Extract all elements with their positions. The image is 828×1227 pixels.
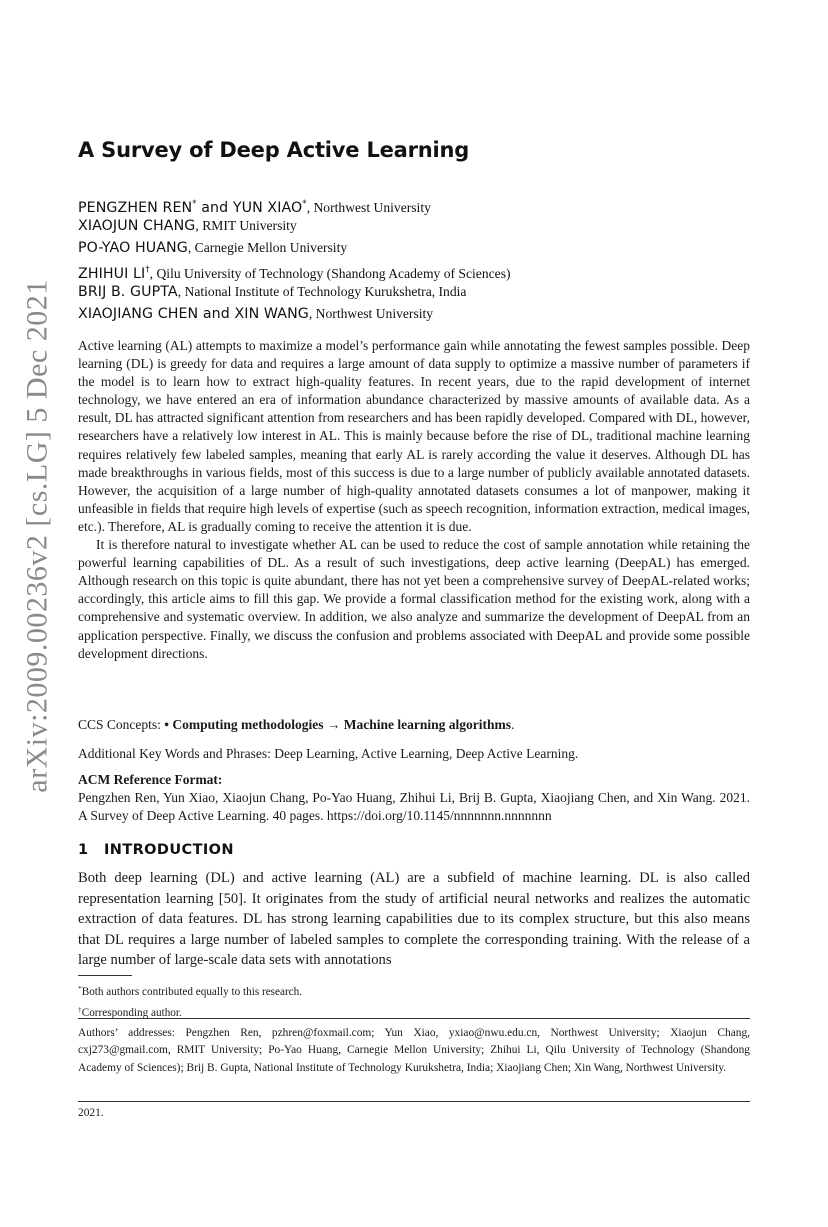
section-number: 1 bbox=[78, 842, 89, 858]
ccs-subconcept: Machine learning algorithms bbox=[340, 717, 512, 732]
addresses-divider bbox=[78, 1018, 750, 1019]
author-affiliation: , Northwest University bbox=[306, 200, 431, 215]
author-line-4 bbox=[78, 259, 750, 281]
footnote-divider bbox=[78, 975, 132, 976]
author-list bbox=[78, 193, 750, 325]
paper-title: A Survey of Deep Active Learning bbox=[78, 138, 470, 162]
year-divider bbox=[78, 1101, 750, 1102]
footnotes bbox=[78, 980, 750, 1022]
keywords: Additional Key Words and Phrases: Deep Learning, Active Learning, Deep Active Learning. bbox=[78, 746, 579, 761]
ccs-concepts bbox=[78, 716, 750, 734]
author-line-6 bbox=[78, 303, 750, 325]
section-title: INTRODUCTION bbox=[104, 842, 234, 858]
author-affiliation: , Northwest University bbox=[308, 306, 434, 321]
footnote-equal-contribution bbox=[78, 980, 750, 1001]
publication-year: 2021. bbox=[78, 1107, 104, 1119]
author-names: PO-YAO HUANG bbox=[78, 240, 188, 256]
arxiv-sidebar-stamp bbox=[8, 236, 68, 836]
section-heading bbox=[78, 842, 234, 858]
equal-contribution-mark: * bbox=[192, 199, 197, 209]
author-names: XIAOJIANG CHEN and XIN WANG bbox=[78, 306, 309, 322]
ccs-end: . bbox=[511, 717, 515, 732]
author-line-1 bbox=[78, 193, 750, 215]
author-line-3 bbox=[78, 237, 750, 259]
author-affiliation: , RMIT University bbox=[195, 218, 297, 233]
abstract-paragraph-2: It is therefore natural to investigate whether AL can be used to reduce the cost of sample annotation while retaining the powerful learning capabilities of DL. As a result of such investigations, deep active learning (DeepAL) has emerged. Although research on this topic is quite abundant, there has not yet been a comprehensive survey of DeepAL-related works; accordingly, this article aims to fill this gap. We provide a formal classification method for the existing work, along with a comprehensive and systematic overview. In addition, we also analyze and summarize the development of DeepAL from an application perspective. Finally, we discuss the confusion and problems associated with DeepAL and provide some possible development directions. bbox=[78, 537, 750, 661]
arxiv-identifier: arXiv:2009.00236v2 [cs.LG] 5 Dec 2021 bbox=[21, 279, 54, 793]
ccs-concept: Computing methodologies bbox=[169, 717, 327, 732]
author-names: and YUN XIAO bbox=[196, 200, 303, 216]
author-names: BRIJ B. GUPTA bbox=[78, 284, 178, 300]
acm-reference-text: Pengzhen Ren, Yun Xiao, Xiaojun Chang, Po-Yao Huang, Zhihui Li, Brij B. Gupta, Xiaojiang Chen, and Xin Wang. 2021. A Survey of Deep Active Learning. 40 pages. https://doi.org/10.1145/nnnnnnn.nnnnnnn bbox=[78, 790, 750, 823]
corresponding-author-mark: † bbox=[145, 265, 150, 275]
author-line-5 bbox=[78, 281, 750, 303]
abstract-paragraph-1: Active learning (AL) attempts to maximize a model’s performance gain while annotating the fewest samples possible. Deep learning (DL) is greedy for data and requires a large amount of data supply to optimize a massive number of parameters if the model is to learn how to extract high-quality features. In recent years, due to the rapid development of internet technology, we have entered an era of information abundance characterized by massive amounts of available data. As a result, DL has attracted significant attention from researchers and has been rapidly developed. Compared with DL, however, researchers have a relatively low interest in AL. This is mainly because before the rise of DL, traditional machine learning requires relatively few labeled samples, meaning that early AL is rarely according the value it deserves. Although DL has made breakthroughs in various fields, most of this success is due to a large number of publicly available annotated datasets. However, the acquisition of a large number of high-quality annotated datasets consumes a lot of manpower, making it unfeasible in fields that require high levels of expertise (such as speech recognition, information extraction, medical images, etc.). Therefore, AL is gradually coming to receive the attention it is due. bbox=[78, 338, 750, 534]
ccs-label: CCS Concepts: bbox=[78, 717, 165, 732]
author-addresses: Authors’ addresses: Pengzhen Ren, pzhren@foxmail.com; Yun Xiao, yxiao@nwu.edu.cn, Northwest University; Xiaojun Chang, cxj273@gmail.com, RMIT University; Po-Yao Huang, Carnegie Mellon University; Zhihui Li, Qilu University of Technology (Shandong Academy of Sciences); Brij B. Gupta, National Institute of Technology Kurukshetra, India; Xiaojiang Chen; Xin Wang, Northwest University. bbox=[78, 1027, 750, 1074]
introduction-paragraph: Both deep learning (DL) and active learning (AL) are a subfield of machine learning. DL is also called representation learning [50]. It originates from the study of artificial neural networks and realizes the automatic extraction of data features. DL has strong learning capabilities due to its complex structure, but this also means that DL requires a large number of labeled samples to complete the corresponding training. With the release of a large number of large-scale data sets with annotations bbox=[78, 870, 750, 969]
footnote-mark: † bbox=[78, 1005, 82, 1014]
author-names: ZHIHUI LI bbox=[78, 266, 146, 282]
author-names: PENGZHEN REN bbox=[78, 200, 193, 216]
author-affiliation: , Carnegie Mellon University bbox=[187, 240, 348, 255]
author-line-2 bbox=[78, 215, 750, 237]
author-affiliation: , National Institute of Technology Kurukshetra, India bbox=[177, 284, 467, 299]
author-names: XIAOJUN CHANG bbox=[78, 218, 196, 234]
acm-reference-heading: ACM Reference Format: bbox=[78, 772, 223, 787]
ccs-bullet: • bbox=[164, 717, 169, 732]
equal-contribution-mark: * bbox=[302, 199, 307, 209]
footnote-mark: * bbox=[78, 984, 82, 993]
footnote-text: Corresponding author. bbox=[81, 1007, 182, 1019]
footnote-text: Both authors contributed equally to this research. bbox=[81, 986, 303, 998]
ccs-arrow: → bbox=[326, 717, 341, 732]
author-affiliation: , Qilu University of Technology (Shandong Academy of Sciences) bbox=[149, 266, 511, 281]
abstract bbox=[78, 337, 750, 663]
